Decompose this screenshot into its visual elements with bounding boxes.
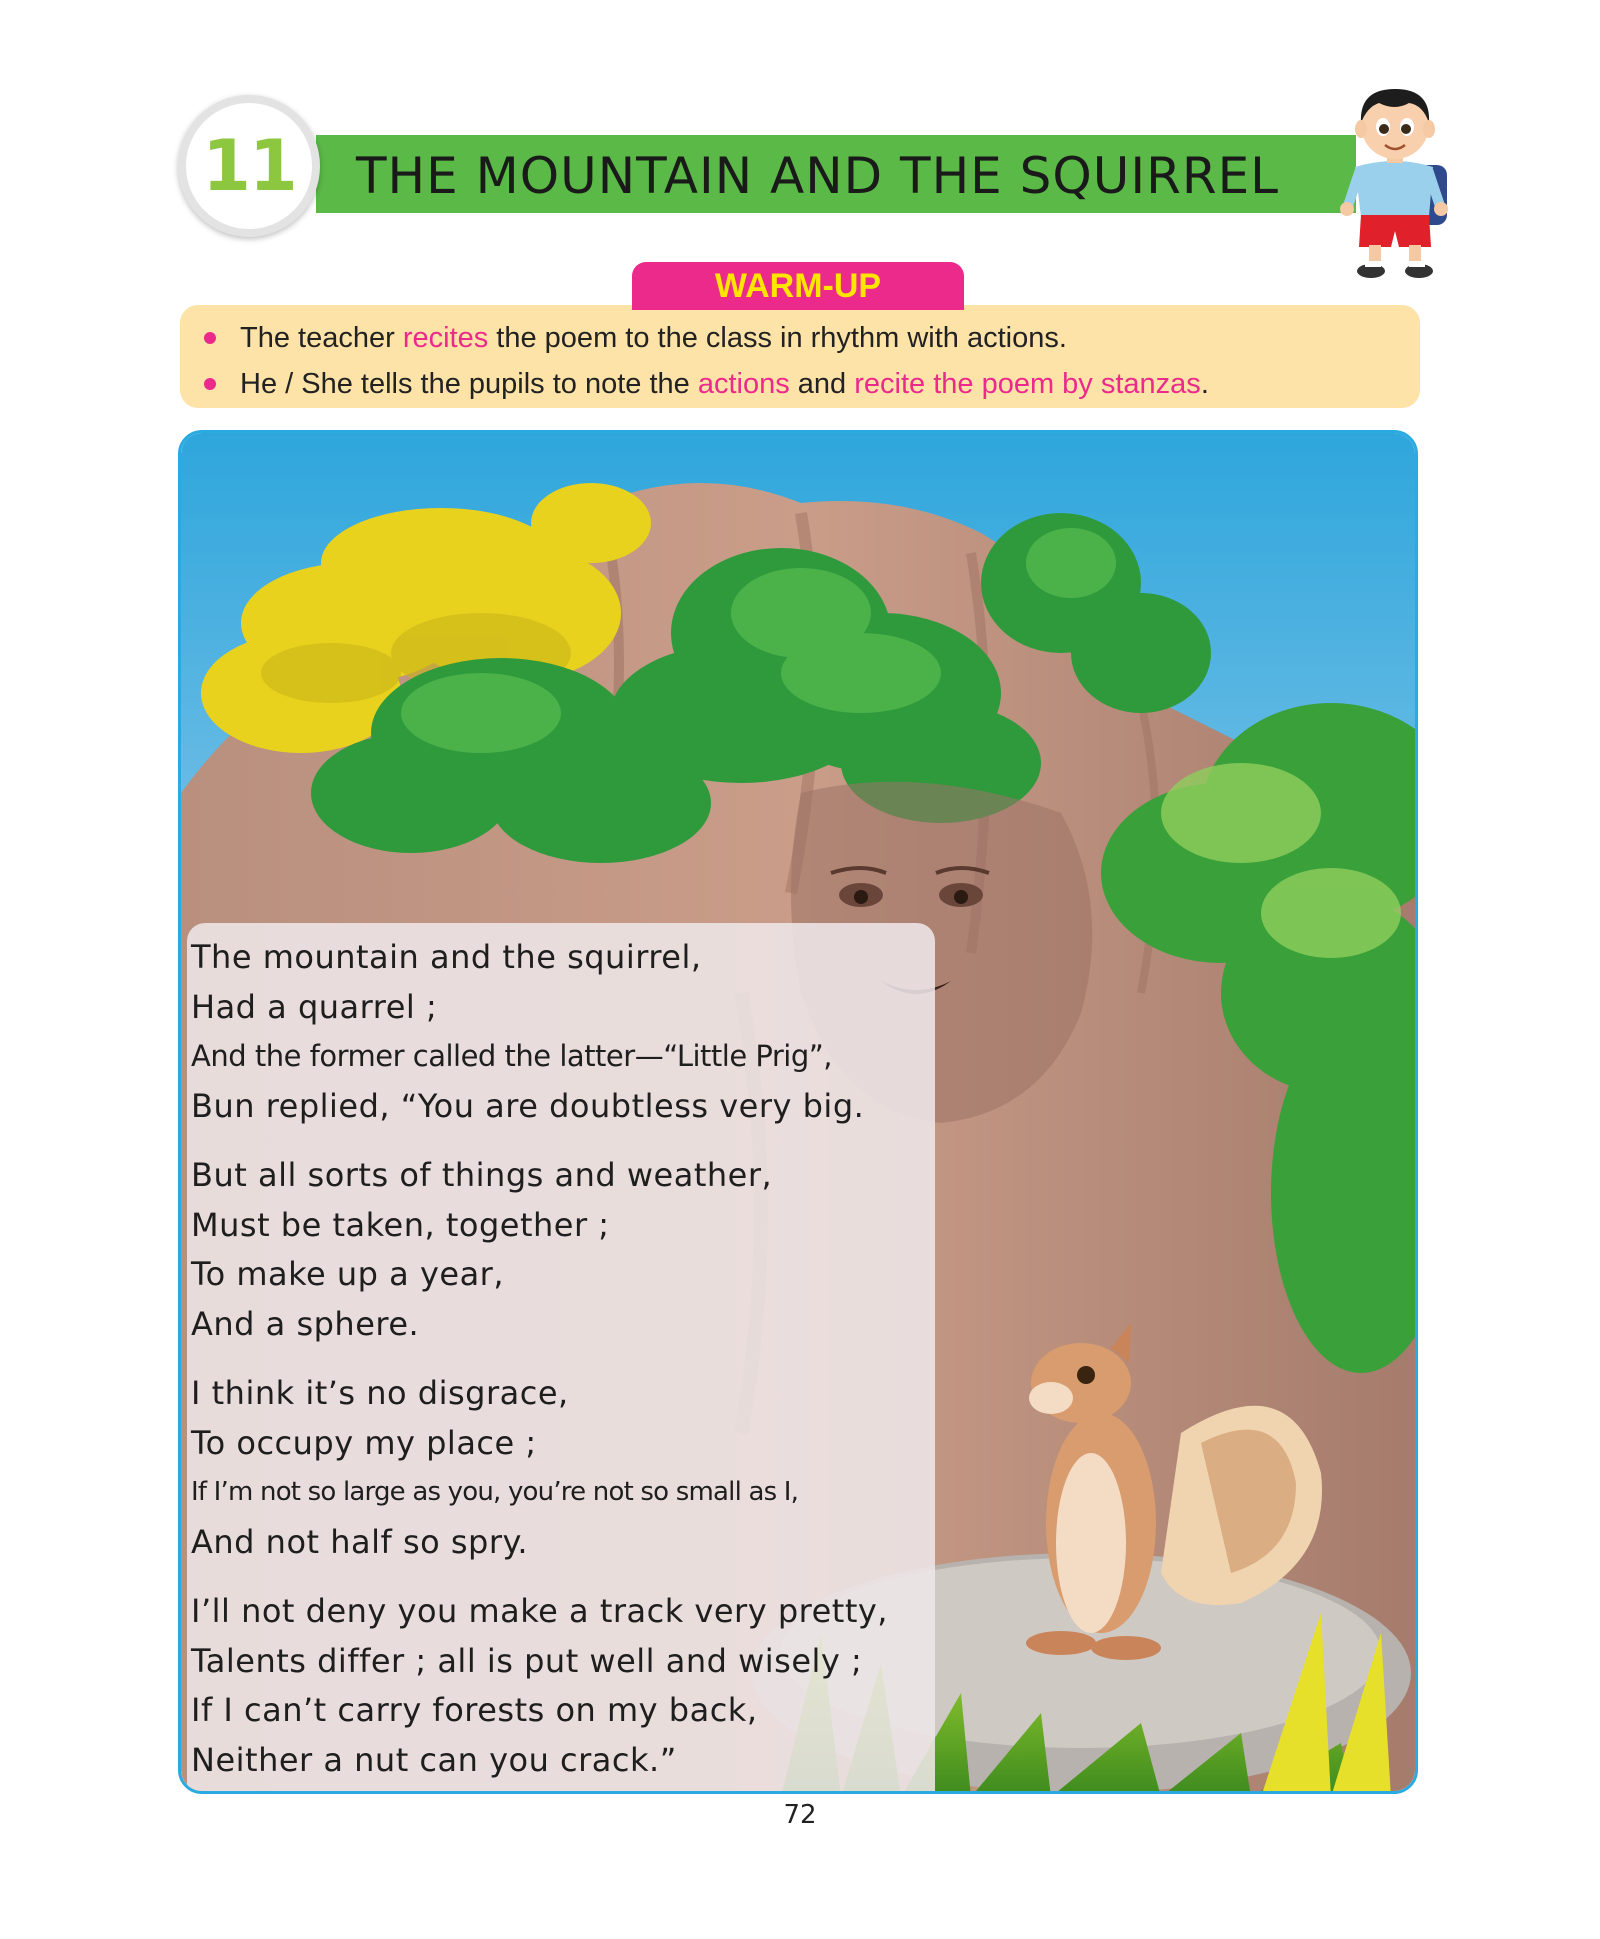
poem-line: And a sphere. [191,1304,420,1343]
poem-line: To occupy my place ; [191,1423,537,1462]
poem-line: To make up a year, [191,1255,504,1293]
poem-line: Bun replied, “You are doubtless very big. [191,1086,865,1125]
poem-line: Neither a nut can you crack.” [191,1740,677,1779]
poem-line: And not half so spry. [191,1522,529,1561]
bullet-highlight: recites [402,322,489,354]
bullet-icon [204,332,216,344]
poem-stanza [191,1587,931,1785]
poem-line: Talents differ ; all is put well and wisely ; [191,1641,863,1680]
warmup-heading: WARM-UP [632,262,964,310]
poem-line: If I can’t carry forests on my back, [191,1691,758,1729]
poem-line: If I’m not so large as you, you’re not so small as I, [191,1477,799,1507]
page-number: 72 [783,1800,817,1830]
bullet-text: He / She tells the pupils to note the [240,368,698,400]
chapter-number-badge [178,95,320,237]
poem-illustration-panel [178,430,1418,1794]
poem-stanza [191,933,931,1131]
poem-line: I’ll not deny you make a track very pretty, [191,1592,888,1630]
chapter-title: THE MOUNTAIN AND THE SQUIRREL [356,147,1280,205]
bullet-text: the poem to the class in rhythm with actions. [488,322,1067,354]
chapter-number: 11 [202,125,296,207]
warmup-bullet [204,361,1420,407]
bullet-icon [204,378,216,390]
bullet-text: and [789,368,855,400]
poem-line: But all sorts of things and weather, [191,1156,773,1194]
warmup-bullet [204,315,1420,361]
poem [191,933,931,1794]
bullet-highlight: recite the poem by stanzas [854,368,1201,400]
bullet-text: . [1200,368,1209,400]
poem-line: I think it’s no disgrace, [191,1374,569,1412]
poem-line: Had a quarrel ; [191,987,438,1026]
poem-line: Must be taken, together ; [191,1205,610,1244]
poem-line: The mountain and the squirrel, [191,938,702,976]
poem-stanza [191,1369,931,1567]
warmup-instructions [180,305,1420,408]
poem-stanza [191,1151,931,1349]
poem-line: And the former called the latter—“Little Prig”, [191,1039,833,1073]
bullet-highlight: actions [697,368,790,400]
boy-mascot-illustration [1325,85,1465,285]
bullet-text: The teacher [240,322,403,354]
